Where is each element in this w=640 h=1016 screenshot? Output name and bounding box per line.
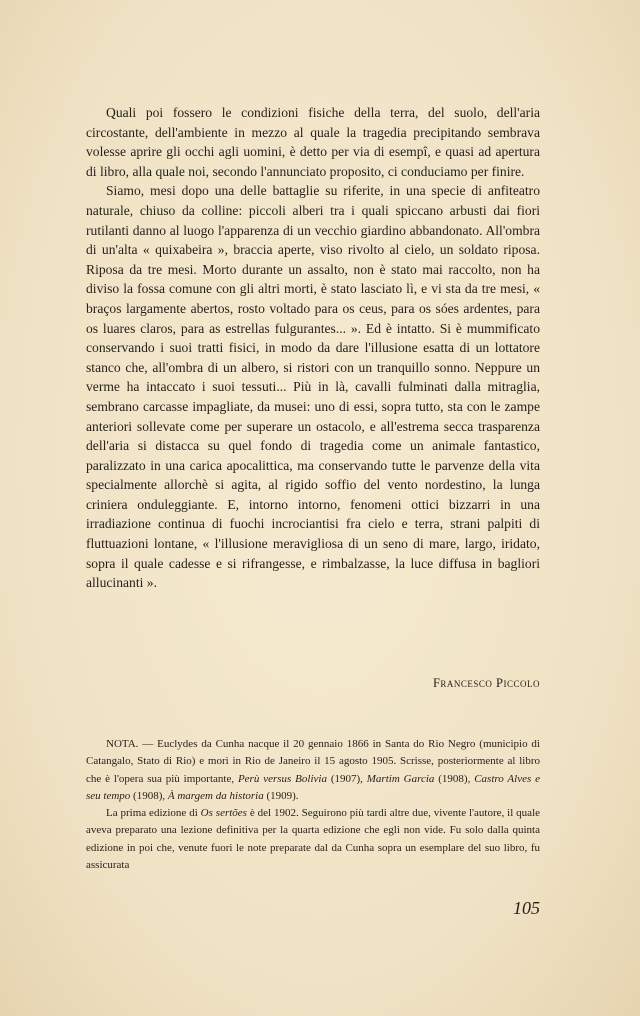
page-number: 105: [513, 898, 540, 918]
note-text: (1908),: [130, 789, 168, 802]
essay-paragraph: Siamo, mesi dopo una delle battaglie su riferite, in una specie di anfiteatro naturale, chiuso da colline: piccoli alberi tra i quali spiccano arbusti dai fiori rutilanti danno al luogo l'apparenza di un vecchio giardino abbandonato. All'ombra di un'alta « quixabeira », braccia aperte, viso rivolto al cielo, un soldato riposa. Riposa da tre mesi. Morto durante un assalto, non è stato mai raccolto, non ha diviso la fossa comune con gli altri morti, è stato lasciato lì, e vi sta da tre mesi, « braços largamente abertos, rosto voltado para os ceus, para os sóes ardentes, para os luares claros, para as estrellas fulgurantes... ». Ed è intatto. Si è mummificato conservando i suoi tratti fisici, in modo da dare l'illusione esatta di un lottatore stanco che, all'ombra di un albero, si ristori con un tranquillo sonno. Neppure un verme ha intaccato i suoi tessuti... Più in là, cavalli fulminati dalla mitraglia, sembrano carcasse impagliate, da musei: uno di essi, sopra tutto, sta con le zampe anteriori sollevate come per superare un ostacolo, e all'estrema secca trasparenza dell'aria si distacca su quel fondo di tragedia come un animale fantastico, paralizzato in una carica apocalittica, ma conservando tutte le parvenze della vita specialmente allorchè si agita, al rigido soffio del vento nordestino, la lunga criniera onduleggiante. E, intorno intorno, fenomeni ottici bizzarri in una irradiazione continua di fuochi incrociantisi fra cielo e terra, strani palpiti di fluttuazioni lontane, « l'illusione meravigliosa di un seno di mare, largo, iridato, sopra il quale cadesse e si rifrangesse, e rimbalzasse, la luce diffusa in bagliori allucinanti ».: [86, 183, 540, 591]
work-title: Os sertões: [200, 807, 247, 820]
note-text: NOTA. — Euclydes da Cunha nacque il 20 gennaio 1866 in Santa do Rio Negro (municipio di Catangalo, Stato di Rio) e morì in Rio de Janeiro il 15 agosto 1905. Scrisse, posteriormente al libro che è l'opera sua più importante,: [86, 738, 540, 785]
note-text: (1909).: [263, 789, 299, 802]
note-paragraph: [86, 805, 540, 874]
note-paragraph: [86, 736, 540, 805]
note-text: (1908),: [434, 772, 475, 785]
note-text: (1907),: [326, 772, 367, 785]
note-text: è del 1902. Seguirono più tardi altre due, vivente l'autore, il quale aveva preparato una lezione definitiva per la quarta edizione che egli non vide. Fu solo dalla quinta edizione in poi che, venute fuori le note preparate dal da Cunha sopra un esemplare del suo libro, fu assicurata: [86, 807, 541, 872]
work-title: Castro Alves e seu tempo: [86, 772, 540, 802]
footnote: [86, 736, 540, 874]
essay-body: [86, 103, 540, 593]
note-text: La prima edizione di: [106, 807, 201, 820]
work-title: À margem da historia: [167, 789, 264, 802]
work-title: Martim Garcia: [366, 772, 435, 785]
essay-paragraph: Quali poi fossero le condizioni fisiche della terra, del suolo, dell'aria circostante, dell'ambiente in mezzo al quale la tragedia precipitando sembrava volesse aprire gli occhi agli uomini, è detto per via di esempî, e quasi ad apertura di libro, alla quale noi, secondo l'annunciato proposito, ci conduciamo per finire.: [86, 105, 540, 179]
work-title: Perù versus Bolivia: [237, 772, 327, 785]
author-signature: Francesco Piccolo: [432, 676, 540, 690]
